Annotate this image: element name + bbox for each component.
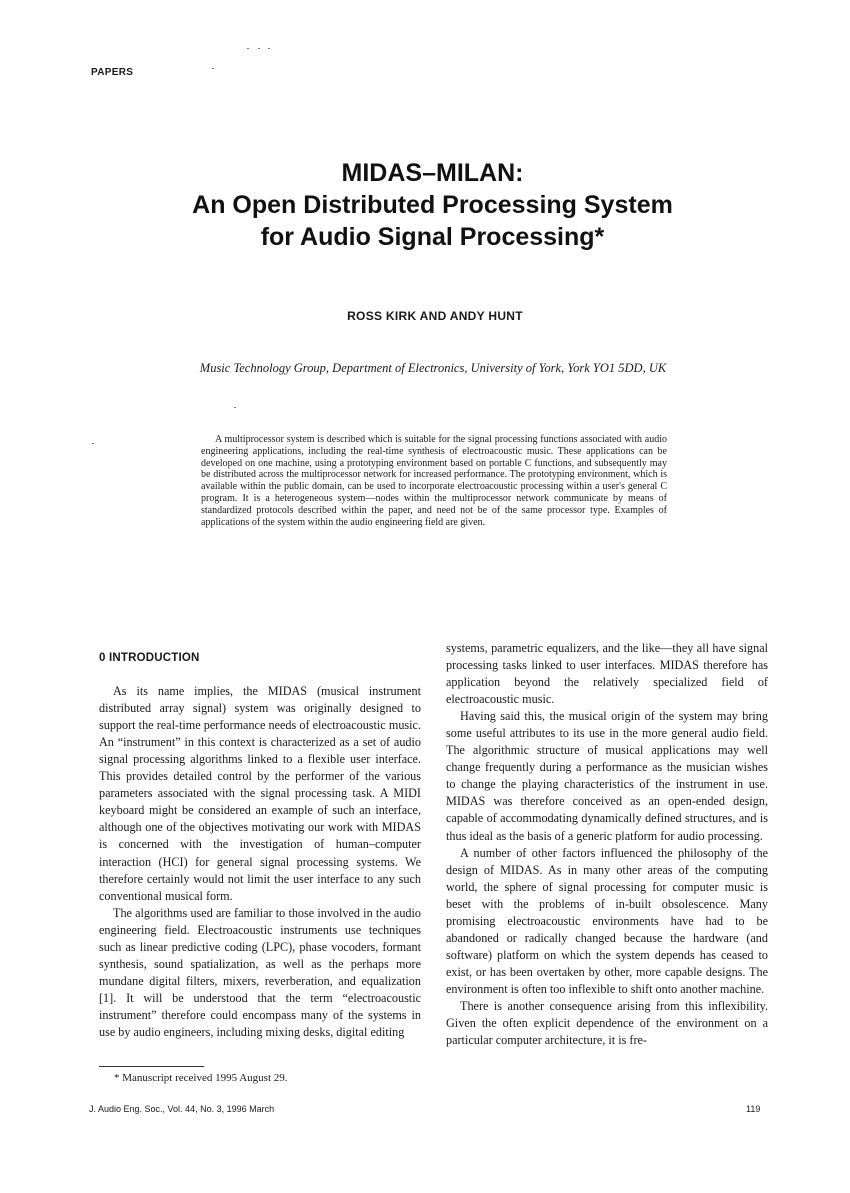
body-paragraph: Having said this, the musical origin of the system may bring some useful attributes to its use in the more general audio field. The algorithmic structure of musical applications may well change frequently during a performance as the musician wishes to change the playing characteristics of the instrument in use. MIDAS was therefore conceived as an open-ended design, capable of accommodating dynamically defined structures, and is thus ideal as the basis of a generic platform for audio processing. (446, 709, 768, 843)
body-paragraph: The algorithms used are familiar to those involved in the audio engineering field. Electroacoustic instruments use techniques such as linear predictive coding (LPC), phase vocoders, formant synthesis, sound spatialization, as well as the perhaps more mundane digital filters, mixers, reverberation, and equalization [1]. It will be understood that the term “electroacoustic instrument” therefore could encompass many of the systems in use by audio engineers, including mixing desks, digital editing (99, 905, 421, 1039)
running-head: PAPERS (91, 67, 134, 78)
body-column-left (99, 640, 421, 1041)
scan-speck (92, 443, 94, 444)
body-paragraph: There is another consequence arising from this inflexibility. Given the often explicit dependence of the environment on a particular computer architecture, it is fre- (446, 998, 768, 1048)
author-list: ROSS KIRK AND ANDY HUNT (347, 309, 523, 323)
paper-title (0, 157, 850, 253)
footnote-divider (99, 1066, 204, 1067)
title-line-2: An Open Distributed Processing System (192, 191, 673, 219)
section-heading: 0 INTRODUCTION (99, 652, 200, 664)
footnote: * Manuscript received 1995 August 29. (114, 1072, 288, 1084)
scan-speck (247, 48, 249, 49)
author-affiliation: Music Technology Group, Department of Electronics, University of York, York YO1 5DD, UK (199, 361, 667, 375)
title-line-3: for Audio Signal Processing* (260, 223, 605, 251)
abstract (201, 434, 667, 528)
abstract-text: A multiprocessor system is described which is suitable for the signal processing functions associated with audio engineering applications, including the real-time synthesis of electroacoustic music. These applications can be developed on one machine, using a prototyping environment based on portable C functions, and subsequently may be distributed across the multiprocessor network for increased performance. The prototyping environment, which is available within the public domain, can be used to incorporate electroacoustic processing within a user's general C program. It is a heterogeneous system—nodes within the multiprocessor network communicate by means of standardized protocols described within the paper, and need not be of the same processor type. Examples of applications of the system within the audio engineering field are given. (201, 434, 667, 528)
scan-speck (234, 407, 236, 408)
body-paragraph: systems, parametric equalizers, and the like—they all have signal processing tasks linked to user interfaces. MIDAS therefore has application beyond the relatively specialized field of electroacoustic music. (446, 641, 768, 707)
journal-citation: J. Audio Eng. Soc., Vol. 44, No. 3, 1996 March (89, 1104, 275, 1114)
scan-speck (268, 48, 270, 49)
scan-speck (258, 48, 260, 49)
body-column-right (446, 640, 768, 1049)
body-paragraph: A number of other factors influenced the philosophy of the design of MIDAS. As in many other areas of the computing world, the sphere of signal processing for computer music is beset with the problems of in-built obsolescence. Many promising electroacoustic environments have had to be abandoned or radically changed because the hardware (and software) platform on which the system depends has ceased to exist, or has been overtaken by other, more capable designs. The environment is often too inflexible to shift onto another machine. (446, 845, 768, 996)
page-number: 119 (746, 1104, 761, 1114)
body-paragraph: As its name implies, the MIDAS (musical instrument distributed array signal) system was originally designed to support the real-time performance needs of electroacoustic music. An “instrument” in this context is characterized as a set of audio signal processing algorithms linked to a flexible user interface. This provides detailed control by the performer of the various parameters associated with the signal processing task. A MIDI keyboard might be considered an example of such an interface, although one of the objectives motivating our work with MIDAS is concerned with the investigation of human–computer interaction (HCI) for general signal processing systems. We therefore certainly would not limit the user interface to any such conventional musical form. (99, 684, 421, 903)
scan-speck (212, 68, 214, 69)
title-line-1: MIDAS–MILAN: (341, 159, 524, 187)
